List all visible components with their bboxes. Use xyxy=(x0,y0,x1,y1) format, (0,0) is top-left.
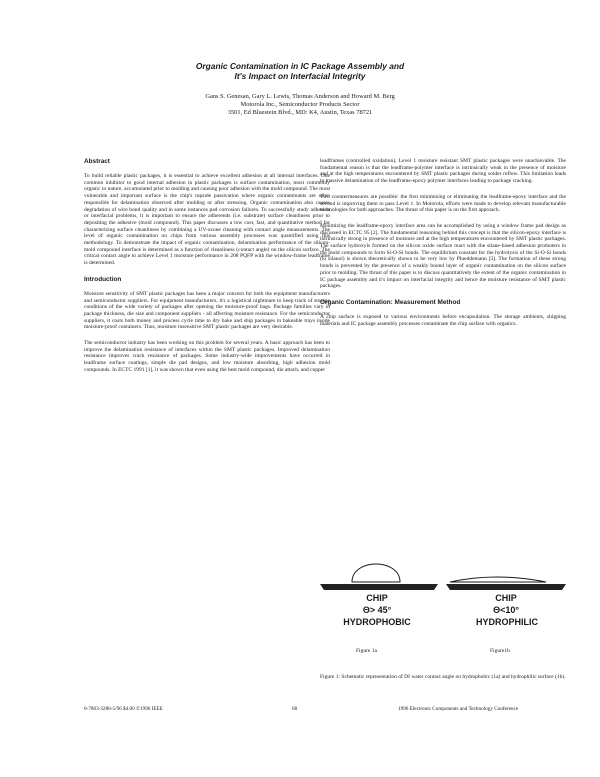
right-column xyxy=(320,158,566,336)
right-chip-label: CHIP xyxy=(495,593,517,603)
authors: Gans S. Genesan, Gary L. Lewis, Thomas Anderson and Howard M. Berg xyxy=(205,93,395,100)
hydrophobic-label: HYDROPHOBIC xyxy=(343,617,411,627)
page-number: 68 xyxy=(292,706,298,712)
title-line-2: It's Impact on Interfacial Integrity xyxy=(234,71,366,81)
body-paragraph-4: A chip surface is exposed to various environments before encapsulation. The storage ambients, shipping materials and IC package assembly processes contaminate the chip surface with organics. xyxy=(320,313,566,327)
hydrophilic-droplet xyxy=(450,577,546,582)
body-paragraph-2: Two countermeasures are possible: the first minimizing or eliminating the leadframe-epoxy interface and the second is improving them to pass Level 1. In Motorola, efforts were made to develop relevant manufacturable technologies for both approaches. The thrust of this paper is on the first approach. xyxy=(320,193,566,214)
right-contact-angle: Θ<10° xyxy=(493,605,519,615)
figure-1 xyxy=(318,548,568,666)
organization: Motorola Inc., Semiconductor Products Sector xyxy=(240,101,360,108)
hydrophobic-droplet xyxy=(352,564,400,582)
figure-1a-label: Figure 1a xyxy=(356,648,377,654)
introduction-heading: Introduction xyxy=(84,275,122,283)
left-contact-angle: Θ> 45° xyxy=(362,605,392,615)
measurement-method-heading: Organic Contamination: Measurement Method xyxy=(320,298,461,306)
title-line-1: Organic Contamination in IC Package Assembly and xyxy=(195,61,405,71)
left-chip-label: CHIP xyxy=(366,593,388,603)
body-paragraph-3: Minimizing the leadframe-epoxy interface area can be accomplished by using a window frame pad design as discussed in ECTC 95 [2]. The fundamental reasoning behind this concept is that the silicon-epoxy interface is intrinsically strong in presence of moisture and at the high temperatures encountered by SMT plastic packages. The surface hydroxyls formed on the silicon oxide surface react with the silane-based adhesion promoters in the mold compounds to form Si-O-Si bonds. The equilibrium constant for the hydrolysis of the Si-O-Si bonds (to silanol) is shown theoretically shown to be very low by Plueddemann [3]. The formation of these strong bonds is prevented by the presence of a weakly bound layer of organic contamination on the silicon surface prior to molding. The thrust of this paper is to discuss quantitatively the extent of the organic contamination in IC package assembly and it's impact on interfacial integrity and hence the moisture resistance of SMT plastic packages. xyxy=(320,222,566,290)
abstract-text: To build reliable plastic packages, it is essential to achieve excellent adhesion at all internal interfaces. One common inhibitor to good internal adhesion in plastic packages is surface contamination, most commonly organic in nature, accumulated prior to molding and causing poor adhesion with the mold compound. The most vulnerable and important surface is the chip's topside passivation where organic contaminants are often responsible for delamination observed after molding or after stressing. Organic contamination also causes degradation of wire bond quality and in some instances pad corrosion failures. To successfully study adhesion or interfacial problems, it is important to ensure the adherends (i.e. substrate) surface cleanliness prior to depositing the adhesive (mold compound). This paper discusses a low cost, fast, and quantitative method for characterizing surface cleanliness by combining a UV-ozone cleaning with contact angle measurements. The level of organic contamination on chips from various assembly processes was quantified using this methodology. To demonstrate the impact of organic contamination, delamination performance of the silicon-mold compound interface is determined as a function of cleanliness (contact angle) on the silicon surface. The critical contact angle to achieve Level 1 moisture performance in 208 PQFP with the window-frame leadframe is determined. xyxy=(84,173,330,267)
figure-caption: Figure 1: Schematic representation of DI water contact angle on hydrophobic (1a) and hydrophilic surface (1b). xyxy=(320,674,566,680)
hydrophobic-chip-surface xyxy=(320,584,438,590)
intro-paragraph-2: The semiconductor industry has been working on this problem for several years. A basic approach has been to improve the delamination resistance of interfaces within the SMT plastic packages. Improved delamination resistance improves crack resistance of packages. Some industry-wide improvements have occurred in leadframe surface coatings, simple die pad designs, and low moisture absorbing, high adhesion mold compounds. In ECTC 1991 [1], it was shown that even using the best mold compound, die attach, and copper xyxy=(84,340,330,373)
abstract-heading: Abstract xyxy=(84,158,110,165)
footer-conference: 1996 Electronic Components and Technology Conference xyxy=(398,706,519,712)
left-column xyxy=(84,158,330,383)
address: 3501, Ed Bluestein Blvd., MD: K4, Austin, Texas 78721 xyxy=(227,109,373,116)
hydrophilic-chip-surface xyxy=(446,584,566,590)
intro-paragraph-1: Moisture sensitivity of SMT plastic packages has been a major concern for both the equipment manufacturers and semiconductor suppliers. For equipment manufacturers, it's a logistical nightmare to keep track of storage conditions of the wide variety of packages after opening the moisture-proof bags. Package families vary in package thickness, die size and component suppliers - all affecting moisture resistance. For the semiconductor suppliers, it costs both money and process cycle time to dry bake and ship packages in bakeable trays inside moisture-proof containers. Thus, moisture insensitive SMT plastic packages are very desirable. xyxy=(84,290,330,331)
body-paragraph-1: leadframes (controlled oxidation), Level 1 moisture resistant SMT plastic packages were unachievable. The fundamental reason is that the leadframe-polymer interface is intrinsically weak in the presence of moisture and at the high temperatures encountered by SMT plastic packages during solder reflow. This limitation leads to massive delamination of the leadframe-epoxy polymer interfaces leading to package cracking. xyxy=(320,158,566,185)
footer-copyright: 0-7803-3286-5/96 $4.00 ©1996 IEEE xyxy=(84,706,163,712)
hydrophilic-label: HYDROPHILIC xyxy=(475,617,538,627)
figure-1b-label: Figure1b xyxy=(490,648,510,654)
